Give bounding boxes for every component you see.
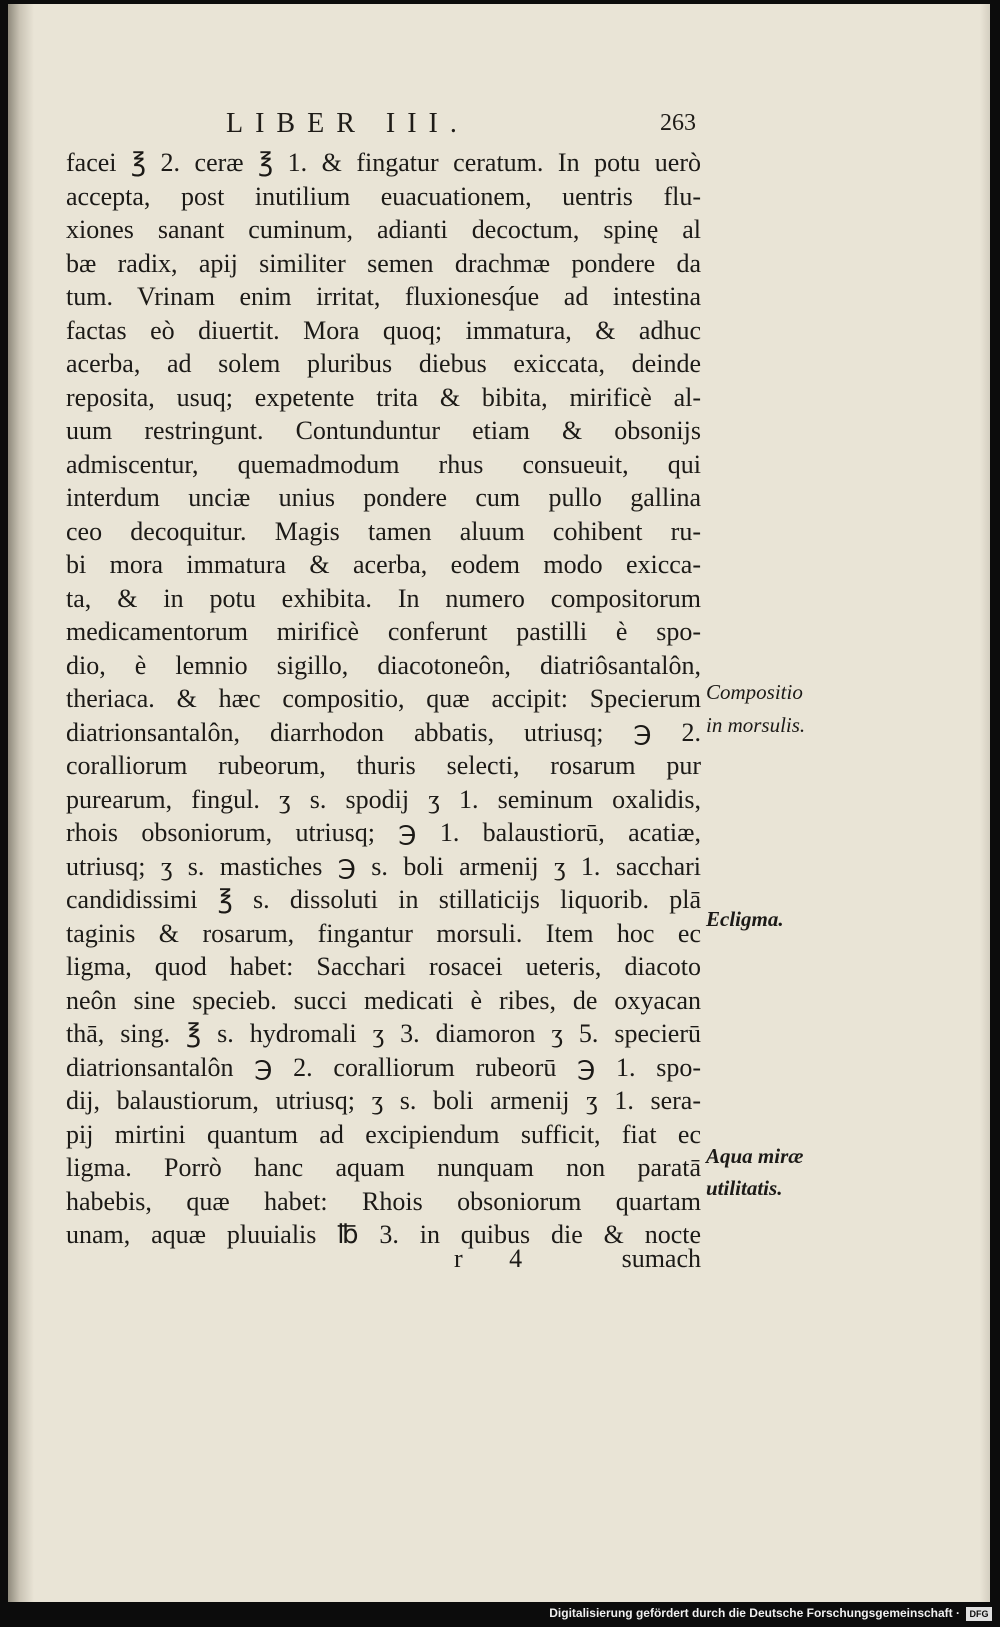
text-line: taginis & rosarum, fingantur morsuli. Item hoc ec bbox=[66, 918, 701, 948]
text-line: dij, balaustiorum, utriusq; ʒ s. boli armenij ʒ 1. sera- bbox=[66, 1086, 701, 1115]
text-line: pij mirtini quantum ad excipiendum sufficit, fiat ec bbox=[66, 1119, 701, 1149]
page-edge bbox=[980, 4, 990, 1602]
text-line: diatrionsantalôn, diarrhodon abbatis, utriusq; ℈ 2. bbox=[66, 717, 701, 747]
text-line: ceo decoquitur. Magis tamen aluum cohibent ru- bbox=[66, 516, 701, 546]
marginal-note-aqua-2: utilitatis. bbox=[706, 1176, 783, 1200]
page-header bbox=[66, 108, 696, 148]
text-line: interdum unciæ unius pondere cum pullo gallina bbox=[66, 483, 701, 512]
dfg-logo: DFG bbox=[966, 1607, 992, 1621]
text-line: ta, & in potu exhibita. In numero compositorum bbox=[66, 583, 701, 613]
credit-text: Digitalisierung gefördert durch die Deutsche Forschungsgemeinschaft · bbox=[549, 1606, 960, 1620]
text-line: candidissimi ℥ s. dissoluti in stillaticijs liquorib. plā bbox=[66, 885, 701, 914]
text-line: bæ radix, apij similiter semen drachmæ pondere da bbox=[66, 248, 701, 278]
book-page bbox=[8, 4, 990, 1602]
catchword: sumach bbox=[621, 1244, 701, 1273]
text-line: diatrionsantalôn ℈ 2. coralliorum rubeorū ℈ 1. spo- bbox=[66, 1052, 701, 1082]
text-line: reposita, usuq; expetente trita & bibita, mirificè al- bbox=[66, 382, 701, 412]
gutter-shadow bbox=[8, 4, 34, 1602]
text-line: accepta, post inutilium euacuationem, uentris flu- bbox=[66, 181, 701, 211]
running-head: LIBER III. bbox=[226, 108, 469, 139]
text-line: medicamentorum mirificè conferunt pastilli è spo- bbox=[66, 617, 701, 646]
text-line: utriusq; ʒ s. mastiches ℈ s. boli armenij ʒ 1. sacchari bbox=[66, 851, 701, 881]
marginal-note-aqua-1: Aqua miræ bbox=[706, 1144, 804, 1168]
text-line: acerba, ad solem pluribus diebus exiccata, deinde bbox=[66, 349, 701, 378]
main-text-block bbox=[66, 146, 701, 1252]
text-line: theriaca. & hæc compositio, quæ accipit: Specierum bbox=[66, 684, 701, 713]
text-line: coralliorum rubeorum, thuris selecti, rosarum pur bbox=[66, 751, 701, 780]
text-line: neôn sine specieb. succi medicati è ribes, de oxyacan bbox=[66, 985, 701, 1015]
text-line: dio, è lemnio sigillo, diacotoneôn, diatriôsantalôn, bbox=[66, 650, 701, 680]
text-line: rhois obsoniorum, utriusq; ℈ 1. balaustiorū, acatiæ, bbox=[66, 818, 701, 847]
text-line: factas eò diuertit. Mora quoq; immatura, & adhuc bbox=[66, 315, 701, 345]
text-line: ligma. Porrò hanc aquam nunquam non paratā bbox=[66, 1153, 701, 1182]
text-line: admiscentur, quemadmodum rhus consueuit, qui bbox=[66, 449, 701, 479]
text-line: xiones sanant cuminum, adianti decoctum, spinę al bbox=[66, 215, 701, 244]
marginal-note-ecligma: Ecligma. bbox=[706, 907, 784, 931]
marginal-note-compositio-1: Compositio bbox=[706, 680, 803, 704]
text-line: habebis, quæ habet: Rhois obsoniorum quartam bbox=[66, 1186, 701, 1216]
text-line: bi mora immatura & acerba, eodem modo exicca- bbox=[66, 550, 701, 579]
page-number: 263 bbox=[660, 110, 696, 136]
credit-bar bbox=[0, 1602, 1000, 1627]
text-line: purearum, fingul. ʒ s. spodij ʒ 1. seminum oxalidis, bbox=[66, 784, 701, 814]
text-line: facei ℥ 2. ceræ ℥ 1. & fingatur ceratum. In potu uerò bbox=[66, 148, 701, 177]
page-footer bbox=[66, 1244, 701, 1278]
text-line: uum restringunt. Contunduntur etiam & obsonijs bbox=[66, 416, 701, 445]
text-line: thā, sing. ℥ s. hydromali ʒ 3. diamoron ʒ 5. specierū bbox=[66, 1019, 701, 1048]
text-line: unam, aquæ pluuialis ℔ 3. in quibus die & nocte bbox=[66, 1220, 701, 1249]
text-line: tum. Vrinam enim irritat, fluxionesq́ue ad intestina bbox=[66, 282, 701, 311]
signature-mark: r 4 bbox=[454, 1244, 543, 1273]
text-line: ligma, quod habet: Sacchari rosacei ueteris, diacoto bbox=[66, 952, 701, 981]
marginal-note-compositio-2: in morsulis. bbox=[706, 713, 806, 737]
